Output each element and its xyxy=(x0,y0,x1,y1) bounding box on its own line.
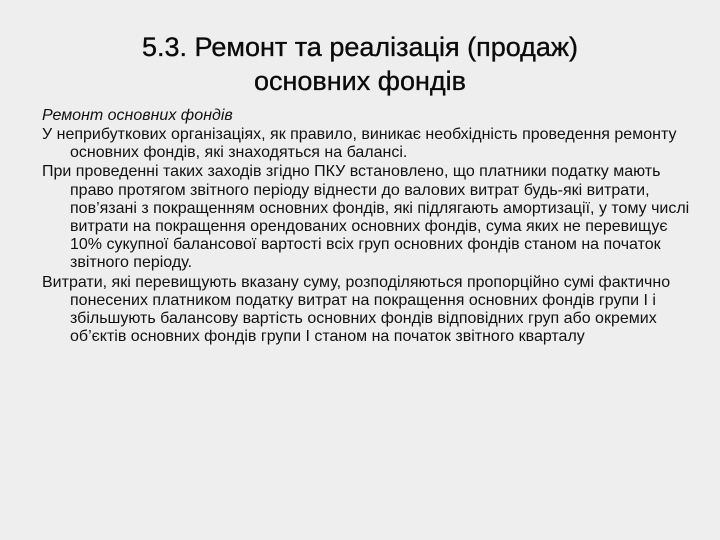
slide-body xyxy=(42,106,692,346)
paragraph-tax-code-expenses: При проведенні таких заходів згідно ПКУ встановлено, що платники податку мають право протягом звітного періоду віднести до валових витрат будь-які витрати, пов’язані з покращенням основних фондів, які підлягають амортизації, у тому числі витрати на покращення орендованих основних фондів, сума яких не перевищує 10% сукупної балансової вартості всіх груп основних фондів станом на початок звітного періоду. xyxy=(42,163,690,272)
slide-title-line-1: 5.3. Ремонт та реалізація (продаж) xyxy=(142,32,578,62)
paragraph-nonprofit-repair: У неприбуткових організаціях, як правило, виникає необхідність проведення ремонту основних фондів, які знаходяться на балансі. xyxy=(42,126,677,162)
paragraph-excess-expenses: Витрати, які перевищують вказану суму, розподіляються пропорційно сумі фактично понесених платником податку витрат на покращення основних фондів групи І і збільшують балансову вартість основних фондів відповідних груп або окремих об’єктів основних фондів групи І станом на початок звітного кварталу xyxy=(42,273,671,346)
slide-title xyxy=(60,30,660,98)
section-subtitle: Ремонт основних фондів xyxy=(42,107,233,124)
slide-title-line-2: основних фондів xyxy=(253,66,467,96)
